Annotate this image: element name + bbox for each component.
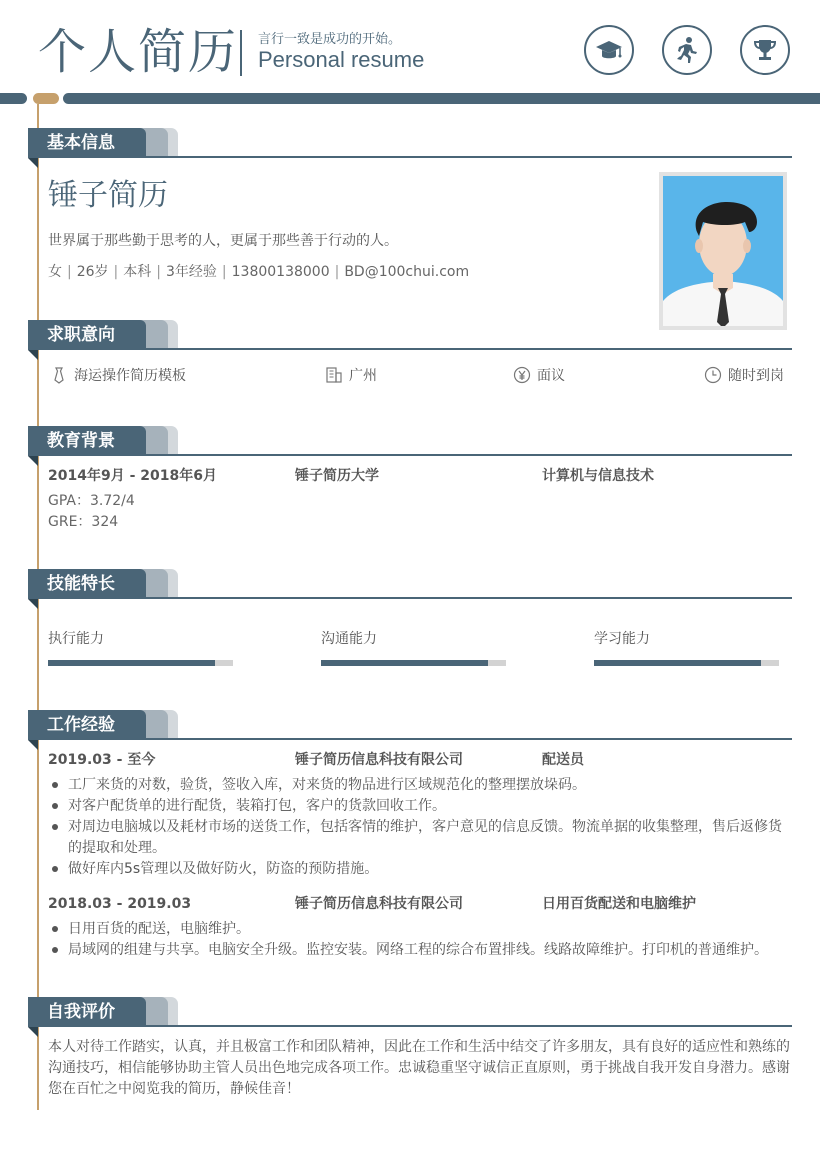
skill-bar <box>594 660 779 666</box>
building-icon <box>325 366 343 384</box>
section-title: 自我评价 <box>28 997 146 1027</box>
job-period: 2019.03 - 至今 <box>48 752 156 768</box>
resume-title: 个人简历 <box>38 24 239 80</box>
job-period: 2018.03 - 2019.03 <box>48 896 192 912</box>
experience: 3年经验 <box>165 264 217 280</box>
job-duties <box>48 775 792 880</box>
candidate-facts: 女 | 26岁 | 本科 | 3年经验 | 13800138000 | BD@100chui.com <box>48 264 470 280</box>
phone: 13800138000 <box>231 264 330 280</box>
list-item: 局域网的组建与共享。电脑安全升级。监控安装。网络工程的综合布置排线。线路故障维护。打印机的普通维护。 <box>48 940 792 961</box>
list-item: 做好库内5s管理以及做好防火，防盗的预防措施。 <box>48 859 792 880</box>
education-gpa: GPA：3.72/4 <box>48 493 135 509</box>
degree: 本科 <box>123 264 152 280</box>
section-header-education <box>28 426 792 466</box>
section-title: 技能特长 <box>28 569 146 599</box>
job-duties <box>48 919 792 961</box>
intent-city: 广州 <box>325 365 377 385</box>
section-title: 工作经验 <box>28 710 146 740</box>
list-item: 工厂来货的对数，验货，签收入库，对来货的物品进行区域规范化的整理摆放垛码。 <box>48 775 792 796</box>
intent-position: 海运操作简历模板 <box>50 365 186 385</box>
runner-icon <box>662 25 712 75</box>
header-divider <box>240 30 242 76</box>
section-title: 教育背景 <box>28 426 146 456</box>
skill-bar <box>321 660 506 666</box>
clock-icon <box>704 366 722 384</box>
candidate-motto: 世界属于那些勤于思考的人，更属于那些善于行动的人。 <box>48 233 398 249</box>
header-slogan: 言行一致是成功的开始。 <box>258 32 402 47</box>
education-gre: GRE：324 <box>48 514 119 530</box>
yen-icon <box>513 366 531 384</box>
job-company: 锤子简历信息科技有限公司 <box>295 752 463 768</box>
skill-label: 沟通能力 <box>321 631 377 647</box>
intent-salary: 面议 <box>513 365 565 385</box>
education-school: 锤子简历大学 <box>295 468 379 484</box>
gender: 女 <box>48 264 62 280</box>
skill-label: 执行能力 <box>48 631 104 647</box>
list-item: 日用百货的配送，电脑维护。 <box>48 919 792 940</box>
section-header-skills <box>28 569 792 609</box>
section-title: 求职意向 <box>28 320 146 350</box>
section-title: 基本信息 <box>28 128 146 158</box>
section-header-intention <box>28 320 792 360</box>
section-header-basic <box>28 128 792 168</box>
candidate-name: 锤子简历 <box>48 178 168 213</box>
header-bar-left <box>0 93 27 104</box>
header-bar-main <box>63 93 820 104</box>
job-company: 锤子简历信息科技有限公司 <box>295 896 463 912</box>
email: BD@100chui.com <box>344 264 470 280</box>
job-role: 配送员 <box>542 752 584 768</box>
skill-bar <box>48 660 233 666</box>
trophy-icon <box>740 25 790 75</box>
header-bar-accent <box>33 93 59 104</box>
section-header-work <box>28 710 792 750</box>
avatar-photo <box>659 172 787 330</box>
list-item: 对周边电脑城以及耗材市场的送货工作，包括客情的维护，客户意见的信息反馈。物流单据的收集整理，售后返修货的提取和处理。 <box>48 817 792 859</box>
age: 26岁 <box>76 264 109 280</box>
skill-bar-fill <box>321 660 488 666</box>
job-role: 日用百货配送和电脑维护 <box>542 896 696 912</box>
section-header-self <box>28 997 792 1037</box>
self-evaluation: 本人对待工作踏实，认真，并且极富工作和团队精神，因此在工作和生活中结交了许多朋友，具有良好的适应性和熟练的沟通技巧，相信能够协助主管人员出色地完成各项工作。忠诚稳重坚守诚信正直原则，勇于挑战自我开发自身潜力。感谢您在百忙之中阅览我的简历，静候佳音！ <box>48 1039 790 1097</box>
header-subtitle: Personal resume <box>258 47 425 72</box>
education-period: 2014年9月 - 2018年6月 <box>48 468 217 484</box>
intent-availability: 随时到岗 <box>704 365 784 385</box>
skill-label: 学习能力 <box>594 631 650 647</box>
skill-bar-fill <box>48 660 215 666</box>
list-item: 对客户配货单的进行配货，装箱打包，客户的货款回收工作。 <box>48 796 792 817</box>
education-major: 计算机与信息技术 <box>542 468 654 484</box>
skill-bar-fill <box>594 660 761 666</box>
graduation-cap-icon <box>584 25 634 75</box>
tie-icon <box>50 366 68 384</box>
